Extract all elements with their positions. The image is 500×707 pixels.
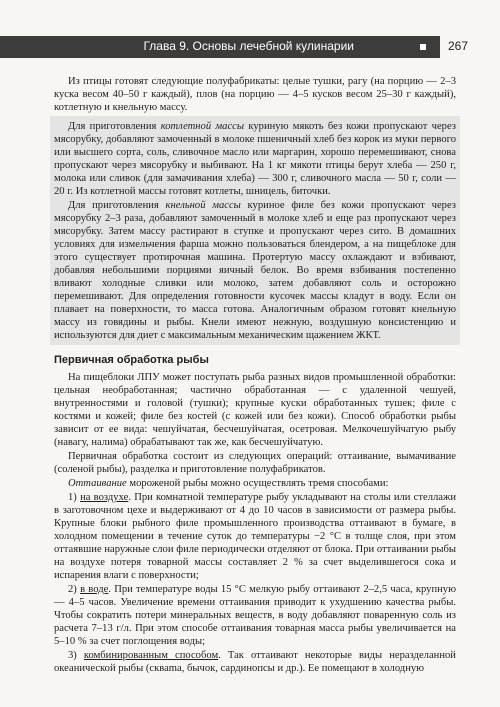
- header-bar: [0, 36, 440, 58]
- chapter-title: Глава 9. Основы лечебной кулинарии: [143, 39, 354, 53]
- text-run: . При комнатной температуре рыбу укладывают на столы или стеллажи в заготовочном цехе и выдерживают от 4 до 10 часов в зависимости от размера рыбы. Крупные блоки рыбного филе промышленного производства оттаивают в бумаге, в холодном помещении в течение суток до температуры −2 °С в толще слоя, при этом оттаявшие наружные слои филе периодически отделяют от блока. При оттаивании рыбы на воздухе потеря товарной массы составляет 2 % за счет выделившегося сока и испарения влаги с поверхности;: [54, 492, 456, 581]
- paragraph-thawing-intro: [54, 477, 456, 490]
- highlight-box: [50, 116, 460, 345]
- term-combined: комбинированным способом: [83, 650, 219, 661]
- list-number: 2): [68, 584, 81, 595]
- list-item-water-thawing: [54, 583, 456, 648]
- text-run: мороженой рыбы можно осуществлять тремя способами:: [126, 478, 389, 489]
- text-run: куриную мякоть без кожи пропускают через мясорубку, добавляют замоченный в молоке пшеничный хлеб без корок из муки первого или высшего сорта, соль, сливочное масло или маргарин, хорошо перемешивают, снова пропускают через мясорубку и выбивают. На 1 кг мякоти птицы берут хлеба — 250 г, молока или сливок (для замачивания хлеба) — 300 г, сливочного масла — 50 г, соли — 20 г. Из котлетной массы готовят котлеты, шницель, биточки.: [54, 121, 456, 197]
- term-water: в воде: [80, 584, 109, 595]
- term-air: на воздухе: [80, 492, 129, 503]
- list-item-combined-thawing: [54, 649, 456, 675]
- paragraph-quenelle-mass: [54, 199, 456, 342]
- term-thawing: Оттаивание: [68, 478, 127, 489]
- paragraph-processing-steps: Первичная обработка состоит из следующих операций: оттаивание, вымачивание (соленой рыбы), разделка и приготовление полуфабрикатов.: [54, 451, 456, 475]
- paragraph-fish-types: На пищеблоки ЛПУ может поступать рыба разных видов промышленной обработки: цельная необработанная; частично обработанная — с удаленной чешуей, внутренностями и головой (тушки); крупные куски обработанных тушек; филе с костями и кожей; филе без костей (с кожей или без кожи). Способ обработки рыбы зависит от ее вида: чешуйчатая, бесчешуйчатая, осетровая. Мелкочешуйчатую рыбу (навагу, налима) обрабатывают так же, как бесчешуйчатую.: [54, 372, 456, 448]
- list-item-air-thawing: [54, 491, 456, 582]
- paragraph-cutlet-mass: [54, 120, 456, 198]
- text-run: Для приготовления: [68, 200, 166, 211]
- list-number: 1): [68, 492, 81, 503]
- section-heading: Первичная обработка рыбы: [54, 354, 209, 366]
- text-run: . При температуре воды 15 °С мелкую рыбу оттаивают 2–2,5 часа, крупную — 4–5 часов. Увеличение времени оттаивания приводит к ухудшению качества рыбы. Чтобы сократить потери минеральных веществ, в воду добавляют поваренную соль из расчета 7–13 г/л. При этом способе оттаивания товарная масса рыбы увеличивается на 5–10 % за счет поглощения воды;: [54, 584, 456, 647]
- paragraph-poultry-products: Из птицы готовят следующие полуфабрикаты: целые тушки, рагу (на порцию — 2–3 куска весом 40–50 г каждый), плов (на порцию — 4–5 кусков весом 25–30 г каждый), котлетную и кнельную массу.: [54, 76, 456, 113]
- text-run: куриное филе без кожи пропускают через мясорубку 2–3 раза, добавляют замоченный в молоке хлеб и еще раз пропускают через мясорубку. Затем массу растирают в ступке и пропускают через сито. В домашних условиях для измельчения фарша можно пользоваться блендером, а на пищеблоке для этого существует протирочная машина. Протертую массу охлаждают и взбивают, добавляя небольшими порциями яичный белок. Во время взбивания постепенно вливают холодные сливки или молоко, затем добавляют соль и осторожно перемешивают. Для определения готовности кусочек массы кладут в воду. Если он плавает на поверхности, то масса готова. Аналогичным образом готовят кнельную массу из говядины и рыбы. Кнели имеют нежную, воздушную консистенцию и используются для диет с максимальным механическим щажением ЖКТ.: [54, 200, 456, 341]
- header-square-marker: [420, 44, 426, 50]
- text-run: . Так оттаивают некоторые виды неразделанной океанической рыбы (скваma, бычок, сардинопсы и др.). Ее помещают в холодную: [54, 650, 456, 674]
- page-body: [54, 75, 456, 675]
- running-header: [0, 36, 500, 58]
- page-number: 267: [448, 39, 469, 53]
- term-cutlet-mass: котлетной массы: [160, 121, 245, 132]
- term-quenelle-mass: кнельной массы: [165, 200, 241, 211]
- text-run: Для приготовления: [68, 121, 161, 132]
- list-number: 3): [68, 650, 84, 661]
